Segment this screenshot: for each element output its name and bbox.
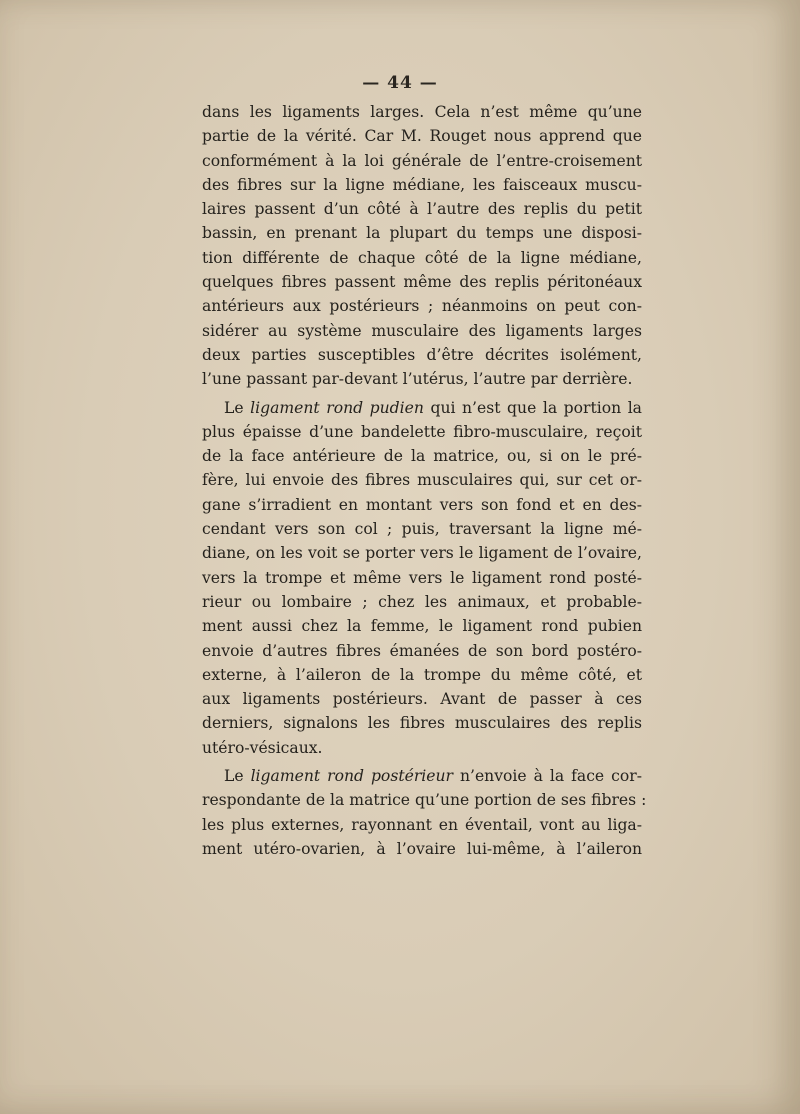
text-segment: Le (224, 767, 251, 786)
text-segment: Le (224, 398, 251, 417)
text-line (202, 764, 642, 788)
text-line: utéro-vésicaux. (202, 738, 323, 757)
body-text (202, 100, 647, 861)
paragraph (202, 100, 642, 392)
text-line: rieur ou lombaire ; chez les animaux, et probable- (202, 592, 642, 611)
text-line: vers la trompe et même vers le ligament rond posté- (202, 568, 642, 587)
page-number: — 44 — (362, 73, 438, 93)
text-line: ment aussi chez la femme, le ligament rond pubien (202, 617, 642, 636)
text-line: aux ligaments postérieurs. Avant de passer à ces (202, 690, 642, 709)
text-line: laires passent d’un côté à l’autre des replis du petit (202, 200, 642, 219)
text-line (202, 396, 642, 420)
text-line: externe, à l’aileron de la trompe du même côté, et (202, 665, 642, 684)
text-line: envoie d’autres fibres émanées de son bord postéro- (202, 641, 642, 660)
text-line: bassin, en prenant la plupart du temps une disposi- (202, 224, 642, 243)
paragraph (202, 764, 647, 861)
text-line: de la face antérieure de la matrice, ou, si on le pré- (202, 447, 642, 466)
text-line: l’une passant par-devant l’utérus, l’autre par derrière. (202, 370, 633, 389)
text-line: des fibres sur la ligne médiane, les faisceaux muscu- (202, 175, 642, 194)
italic-term: ligament rond pudien (250, 398, 424, 417)
text-line: cendant vers son col ; puis, traversant la ligne mé- (202, 520, 642, 539)
text-line: tion différente de chaque côté de la ligne médiane, (202, 248, 642, 267)
text-segment: qui n’est que la portion la (423, 398, 642, 417)
text-line: plus épaisse d’une bandelette fibro-musculaire, reçoit (202, 422, 642, 441)
text-line: ment utéro-ovarien, à l’ovaire lui-même, à l’aileron (202, 839, 642, 858)
text-line: sidérer au système musculaire des ligaments larges (202, 321, 642, 340)
text-line: partie de la vérité. Car M. Rouget nous apprend que (202, 127, 642, 146)
text-line: les plus externes, rayonnant en éventail, vont au liga- (202, 815, 642, 834)
text-line: conformément à la loi générale de l’entre-croisement (202, 151, 642, 170)
text-line: fère, lui envoie des fibres musculaires qui, sur cet or- (202, 471, 642, 490)
text-line: diane, on les voit se porter vers le ligament de l’ovaire, (202, 544, 642, 563)
text-line: antérieurs aux postérieurs ; néanmoins on peut con- (202, 297, 642, 316)
text-line: dans les ligaments larges. Cela n’est même qu’une (202, 103, 642, 121)
paragraph (202, 396, 642, 760)
text-line: deux parties susceptibles d’être décrites isolément, (202, 345, 642, 364)
text-line: quelques fibres passent même des replis péritonéaux (202, 273, 642, 292)
text-line: gane s’irradient en montant vers son fond et en des- (202, 495, 642, 514)
italic-term: ligament rond postérieur (250, 767, 453, 786)
text-line: respondante de la matrice qu’une portion de ses fibres : (202, 791, 647, 810)
text-segment: n’envoie à la face cor- (452, 767, 642, 786)
text-line: derniers, signalons les fibres musculaires des replis (202, 714, 642, 733)
